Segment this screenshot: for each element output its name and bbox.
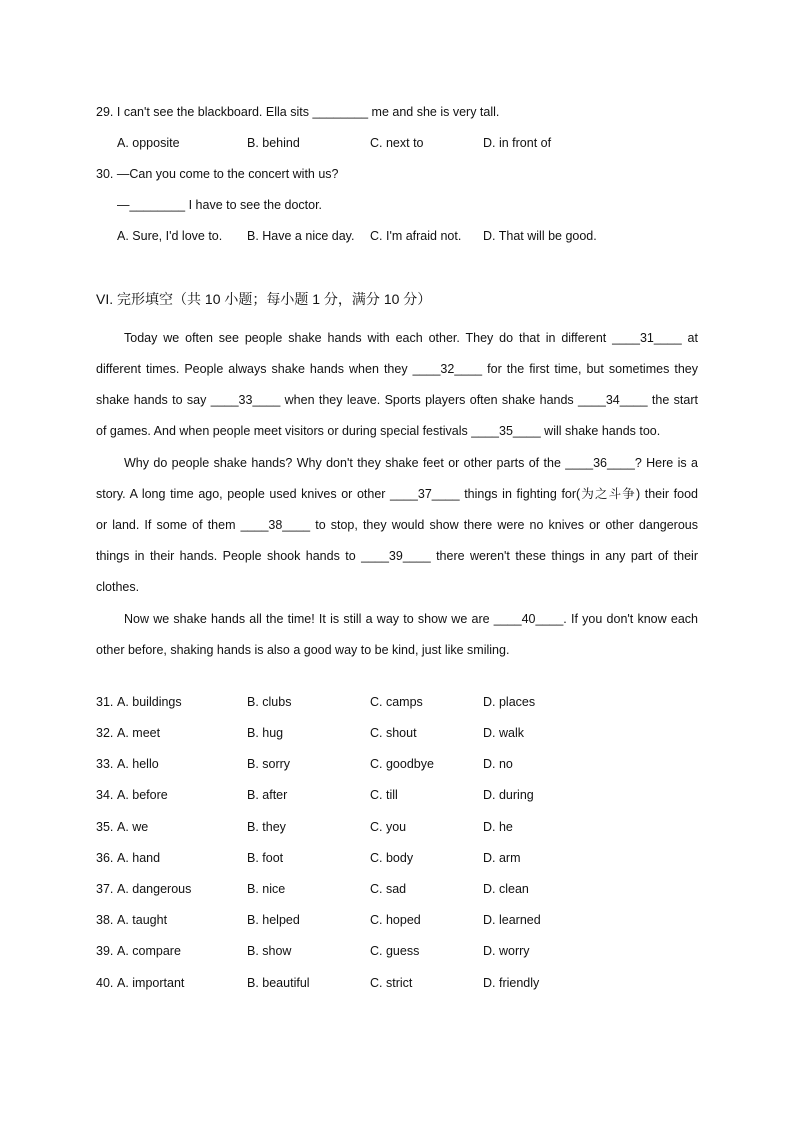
cloze-option-b: B. after <box>247 788 288 802</box>
answer-blank: ________ <box>312 105 369 119</box>
cloze-question-number: 38. <box>96 913 114 927</box>
q30-option-d: D. That will be good. <box>483 229 597 243</box>
cloze-option-d: D. places <box>483 695 536 709</box>
passage-line: Why do people shake hands? Why don't they shake feet or other parts of the ____36____? Here is a <box>124 456 698 470</box>
cloze-option-b: B. hug <box>247 726 284 740</box>
cloze-option-c: C. strict <box>370 976 413 990</box>
dialogue-line-2: I have to see the doctor. <box>188 198 323 212</box>
cloze-option-c: C. body <box>370 851 414 865</box>
question-text-after: me and she is very tall. <box>371 105 500 119</box>
cloze-option-a: A. hand <box>117 851 161 865</box>
cloze-option-a: A. important <box>117 976 185 990</box>
q29-option-a: A. opposite <box>117 136 180 150</box>
cloze-option-b: B. helped <box>247 913 300 927</box>
passage-line: things in their hands. People shook hands to ____39____ there weren't these things in any part of their <box>96 549 698 563</box>
cloze-option-a: A. meet <box>117 726 161 740</box>
cloze-option-b: B. beautiful <box>247 976 310 990</box>
q30-option-a: A. Sure, I'd love to. <box>117 229 223 243</box>
passage-line: Today we often see people shake hands with each other. They do that in different ____31____ at <box>124 331 698 345</box>
cloze-option-c: C. you <box>370 820 407 834</box>
cloze-option-d: D. arm <box>483 851 521 865</box>
cloze-option-d: D. clean <box>483 882 529 896</box>
passage-line: or land. If some of them ____38____ to stop, they would show there were no knives or other dangerous <box>96 518 698 532</box>
q29-option-c: C. next to <box>370 136 424 150</box>
cloze-option-d: D. walk <box>483 726 524 740</box>
cloze-option-d: D. worry <box>483 944 530 958</box>
question-text-before: I can't see the blackboard. Ella sits <box>116 105 309 119</box>
passage-line: other before, shaking hands is also a good way to be kind, just like smiling. <box>96 643 510 657</box>
cloze-question-number: 32. <box>96 726 114 740</box>
passage-line: Now we shake hands all the time! It is still a way to show we are ____40____. If you don't know each <box>124 612 698 626</box>
cloze-question-number: 37. <box>96 882 114 896</box>
cloze-question-number: 36. <box>96 851 114 865</box>
cloze-option-c: C. till <box>370 788 398 802</box>
cloze-question-number: 35. <box>96 820 114 834</box>
passage-line: story. A long time ago, people used knives or other ____37____ things in fighting for(为之斗争) their food <box>96 487 698 501</box>
cloze-option-c: C. sad <box>370 882 407 896</box>
cloze-option-a: A. dangerous <box>117 882 192 896</box>
cloze-option-a: A. compare <box>117 944 181 958</box>
cloze-option-b: B. foot <box>247 851 284 865</box>
cloze-option-c: C. hoped <box>370 913 421 927</box>
cloze-option-d: D. during <box>483 788 534 802</box>
cloze-option-c: C. shout <box>370 726 417 740</box>
cloze-question-number: 39. <box>96 944 114 958</box>
answer-blank: ________ <box>129 198 186 212</box>
dialogue-line-1: —Can you come to the concert with us? <box>116 167 339 181</box>
cloze-question-number: 31. <box>96 695 114 709</box>
section-number: VI. <box>96 291 114 307</box>
cloze-option-d: D. no <box>483 757 513 771</box>
cloze-question-number: 40. <box>96 976 114 990</box>
q29-option-d: D. in front of <box>483 136 552 150</box>
cloze-option-d: D. friendly <box>483 976 540 990</box>
cloze-option-b: B. they <box>247 820 286 834</box>
section-heading <box>96 289 431 309</box>
question-30-stem <box>96 166 339 182</box>
cloze-option-a: A. taught <box>117 913 168 927</box>
cloze-option-c: C. goodbye <box>370 757 434 771</box>
question-30-reply <box>117 197 322 213</box>
dialogue-dash: — <box>117 198 130 212</box>
cloze-option-b: B. sorry <box>247 757 291 771</box>
q29-option-b: B. behind <box>247 136 300 150</box>
question-29-stem <box>96 104 499 120</box>
cloze-option-d: D. he <box>483 820 513 834</box>
cloze-option-a: A. buildings <box>117 695 182 709</box>
question-number: 29. <box>96 105 114 119</box>
cloze-option-c: C. guess <box>370 944 420 958</box>
cloze-option-b: B. show <box>247 944 292 958</box>
cloze-question-number: 34. <box>96 788 114 802</box>
passage-line: shake hands to say ____33____ when they leave. Sports players often shake hands ____34____ the start <box>96 393 698 407</box>
passage-line: of games. And when people meet visitors or during special festivals ____35____ will shake hands too. <box>96 424 661 438</box>
cloze-question-number: 33. <box>96 757 114 771</box>
section-title: 完形填空（共 10 小题；每小题 1 分，满分 10 分） <box>117 291 432 307</box>
passage-line: different times. People always shake hands when they ____32____ for the first time, but sometimes they <box>96 362 698 376</box>
cloze-option-b: B. clubs <box>247 695 292 709</box>
cloze-option-a: A. before <box>117 788 168 802</box>
q30-option-b: B. Have a nice day. <box>247 229 355 243</box>
cloze-option-a: A. hello <box>117 757 159 771</box>
passage-line: clothes. <box>96 580 140 594</box>
cloze-option-b: B. nice <box>247 882 286 896</box>
cloze-option-c: C. camps <box>370 695 423 709</box>
question-number: 30. <box>96 167 114 181</box>
q30-option-c: C. I'm afraid not. <box>370 229 462 243</box>
cloze-option-d: D. learned <box>483 913 541 927</box>
cloze-option-a: A. we <box>117 820 149 834</box>
